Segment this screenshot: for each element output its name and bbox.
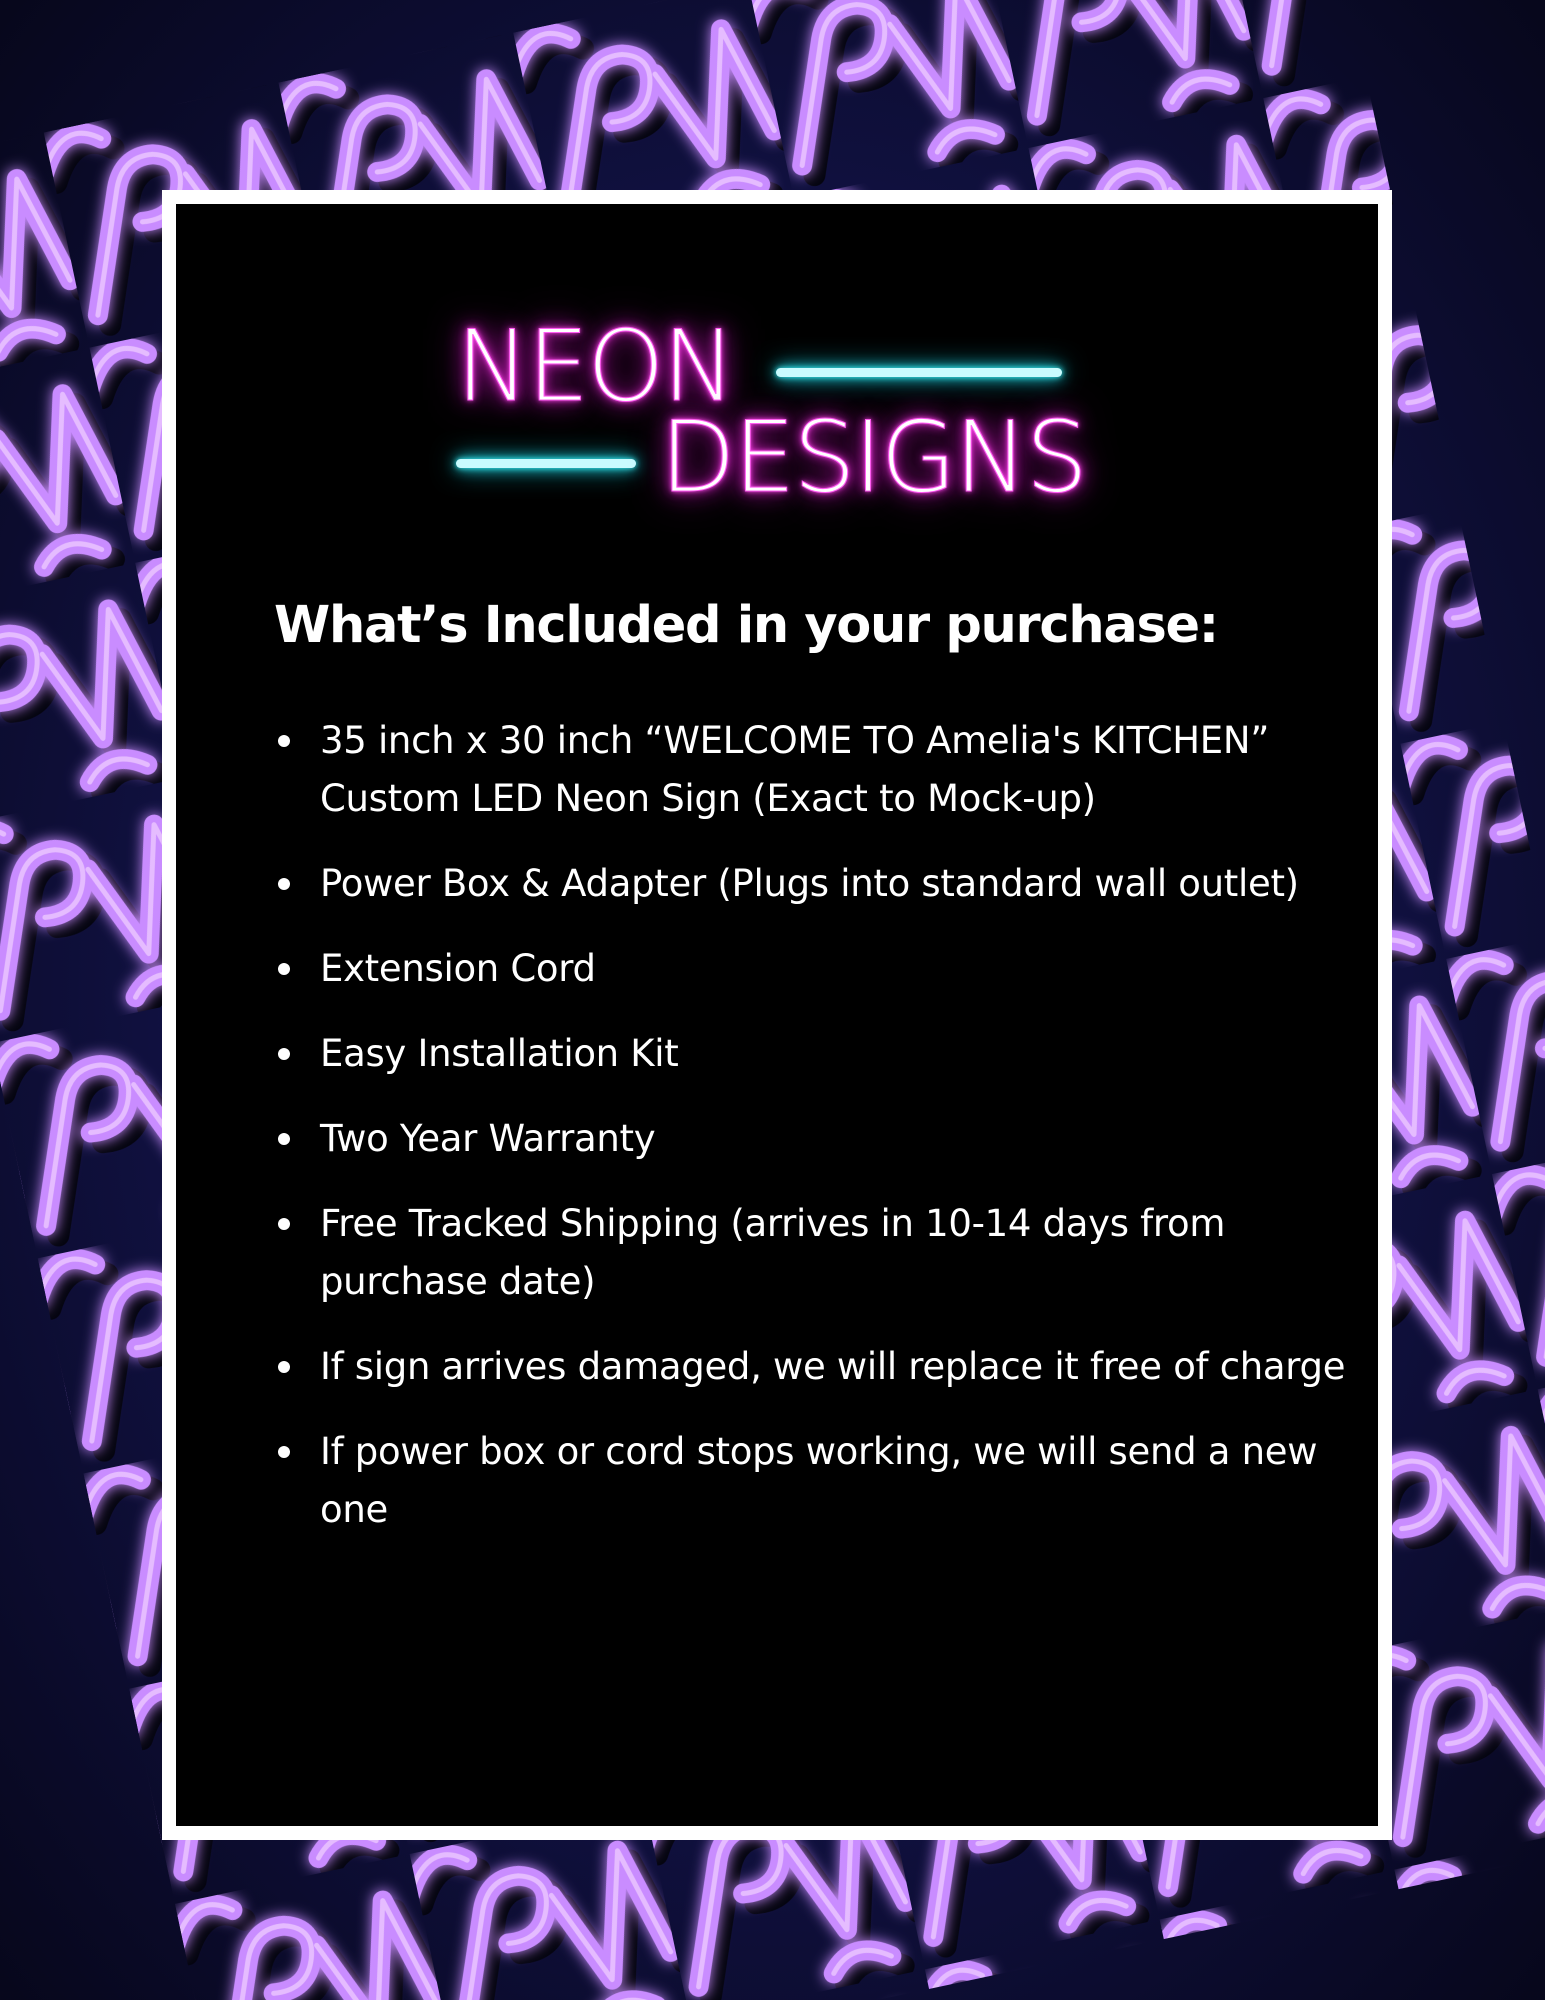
neon-designs-logo xyxy=(176,204,1378,534)
bullet-icon xyxy=(278,1446,290,1458)
logo-cyan-bar-bottom xyxy=(456,459,636,468)
list-item-text: If sign arrives damaged, we will replace it free of charge xyxy=(320,1345,1346,1388)
list-item-text: Extension Cord xyxy=(320,947,596,990)
bullet-icon xyxy=(278,1218,290,1230)
list-item-text: Free Tracked Shipping (arrives in 10-14 days from purchase date) xyxy=(320,1202,1226,1303)
bullet-icon xyxy=(278,735,290,747)
list-item xyxy=(320,1423,1360,1539)
list-item xyxy=(320,1110,1360,1168)
list-item-text: Two Year Warranty xyxy=(320,1117,656,1160)
list-item xyxy=(320,940,1360,998)
bullet-icon xyxy=(278,1048,290,1060)
list-item xyxy=(320,1025,1360,1083)
bullet-icon xyxy=(278,878,290,890)
included-heading: What’s Included in your purchase: xyxy=(274,596,1218,655)
list-item xyxy=(320,855,1360,913)
bullet-icon xyxy=(278,1133,290,1145)
list-item-text: If power box or cord stops working, we will send a new one xyxy=(320,1430,1318,1531)
list-item xyxy=(320,1195,1360,1311)
included-items-list xyxy=(320,712,1360,1566)
list-item xyxy=(320,1338,1360,1396)
bullet-icon xyxy=(278,963,290,975)
list-item-text: Power Box & Adapter (Plugs into standard wall outlet) xyxy=(320,862,1299,905)
logo-word-neon: NEON xyxy=(456,310,734,424)
list-item-text: Easy Installation Kit xyxy=(320,1032,679,1075)
list-item xyxy=(320,712,1360,828)
bullet-icon xyxy=(278,1361,290,1373)
content-panel xyxy=(162,190,1392,1840)
list-item-text: 35 inch x 30 inch “WELCOME TO Amelia's KITCHEN” Custom LED Neon Sign (Exact to Mock-up) xyxy=(320,719,1270,820)
logo-cyan-bar-top xyxy=(776,368,1062,377)
logo-word-designs: DESIGNS xyxy=(660,401,1086,515)
